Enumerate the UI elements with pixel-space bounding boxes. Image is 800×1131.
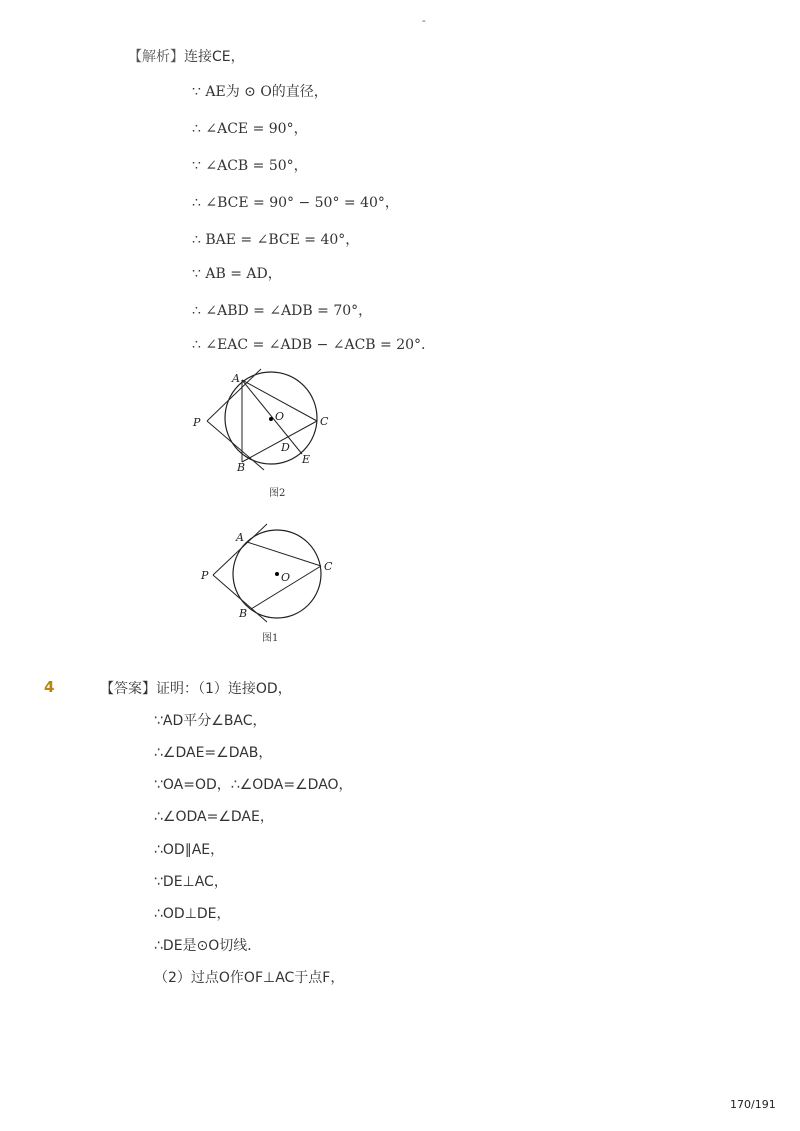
question-number: 4 bbox=[44, 678, 55, 696]
analysis-label-close: 】 bbox=[170, 49, 184, 65]
label-d: D bbox=[281, 441, 290, 454]
tangent-pb bbox=[207, 421, 264, 470]
label-b: B bbox=[237, 461, 246, 474]
diameter-ae bbox=[242, 380, 302, 454]
figure-1-diagram bbox=[190, 520, 350, 648]
label-c: C bbox=[320, 415, 329, 428]
page-number: 170/191 bbox=[730, 1098, 776, 1111]
label-c: C bbox=[324, 560, 333, 573]
answer-line-8: ∴DE是⊙O切线． bbox=[154, 938, 262, 954]
analysis-line-3: ∵ ∠ACB = 50°， bbox=[192, 158, 308, 174]
label-b: B bbox=[239, 607, 248, 620]
label-p: P bbox=[201, 569, 209, 582]
label-e: E bbox=[302, 453, 311, 466]
analysis-heading bbox=[128, 46, 245, 66]
answer-line-9: （2）过点O作OF⊥AC于点F， bbox=[154, 970, 345, 986]
figure-2 bbox=[180, 362, 340, 504]
figure-1-caption: 图1 bbox=[262, 633, 279, 644]
analysis-line-8: ∴ ∠EAC = ∠ADB − ∠ACB = 20°. bbox=[192, 337, 426, 353]
top-mark: - bbox=[422, 14, 426, 27]
analysis-label: 解析 bbox=[142, 49, 170, 65]
analysis-line-7: ∴ ∠ABD = ∠ADB = 70°， bbox=[192, 303, 373, 319]
label-o: O bbox=[275, 410, 285, 423]
label-a: A bbox=[236, 531, 244, 544]
answer-line-7: ∴OD⊥DE， bbox=[154, 906, 231, 922]
answer-lead: 证明：（1）连接OD， bbox=[156, 681, 292, 697]
figure-2-diagram bbox=[180, 362, 340, 504]
answer-line-4: ∴∠ODA=∠DAE， bbox=[154, 809, 274, 825]
answer-line-5: ∴OD∥AE， bbox=[154, 842, 225, 858]
answer-line-3: ∵OA=OD，∴∠ODA=∠DAO， bbox=[154, 777, 353, 793]
answer-heading bbox=[100, 678, 292, 698]
analysis-line-1: ∵ AE为 ⊙ O的直径， bbox=[192, 84, 328, 100]
analysis-lead: 连接CE， bbox=[184, 49, 245, 65]
label-a: A bbox=[232, 372, 240, 385]
label-o: O bbox=[281, 571, 291, 584]
analysis-line-4: ∴ ∠BCE = 90° − 50° = 40°， bbox=[192, 195, 399, 211]
analysis-label-open: 【 bbox=[128, 49, 142, 65]
answer-line-2: ∴∠DAE=∠DAB， bbox=[154, 745, 273, 761]
answer-line-6: ∵DE⊥AC， bbox=[154, 874, 228, 890]
analysis-line-2: ∴ ∠ACE = 90°， bbox=[192, 121, 308, 137]
answer-line-1: ∵AD平分∠BAC， bbox=[154, 713, 267, 729]
analysis-line-6: ∵ AB = AD， bbox=[192, 266, 282, 282]
answer-label: 【答案】 bbox=[100, 681, 156, 697]
figure-1 bbox=[190, 520, 350, 648]
center-point bbox=[269, 417, 273, 421]
figure-2-caption: 图2 bbox=[269, 488, 286, 499]
label-p: P bbox=[193, 416, 201, 429]
center-point bbox=[275, 572, 279, 576]
analysis-line-5: ∴ BAE = ∠BCE = 40°， bbox=[192, 232, 360, 248]
